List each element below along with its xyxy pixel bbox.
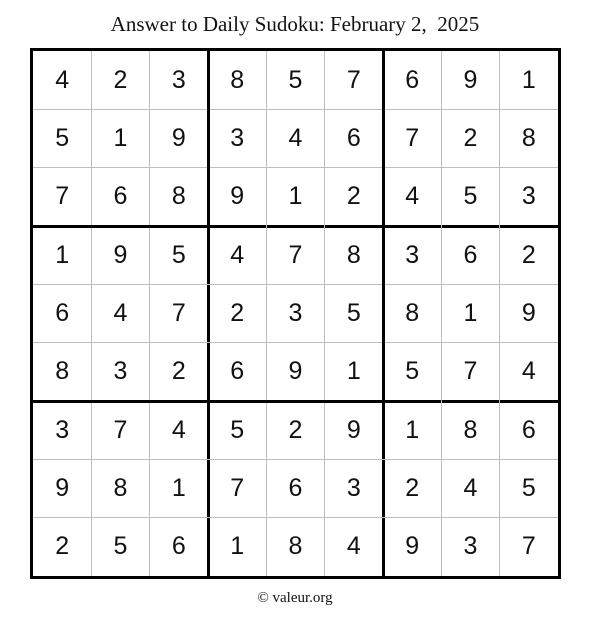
sudoku-cell: 9	[405, 532, 420, 561]
sudoku-cell: 7	[230, 473, 245, 502]
sudoku-cell: 5	[521, 473, 536, 502]
sudoku-cell: 1	[346, 357, 361, 386]
sudoku-cell: 7	[405, 123, 420, 152]
sudoku-cell: 4	[113, 298, 128, 327]
sudoku-board	[30, 48, 561, 579]
sudoku-cell: 2	[113, 65, 128, 94]
sudoku-cell: 6	[405, 65, 420, 94]
sudoku-cell: 1	[405, 415, 420, 444]
page-title: Answer to Daily Sudoku: February 2, 2025	[110, 12, 480, 36]
sudoku-cell: 3	[55, 415, 70, 444]
sudoku-cell: 5	[288, 65, 303, 94]
sudoku-cell: 1	[55, 240, 70, 269]
sudoku-cell: 6	[521, 415, 536, 444]
sudoku-cell: 5	[171, 240, 186, 269]
sudoku-cell: 8	[521, 123, 536, 152]
sudoku-cell: 4	[521, 357, 536, 386]
sudoku-cell: 9	[113, 240, 128, 269]
sudoku-cell: 3	[113, 357, 128, 386]
sudoku-cell: 5	[463, 182, 478, 211]
sudoku-cell: 5	[346, 298, 361, 327]
sudoku-cell: 1	[521, 65, 536, 94]
sudoku-cell: 8	[230, 65, 245, 94]
sudoku-cell: 8	[171, 182, 186, 211]
sudoku-cell: 2	[405, 473, 420, 502]
sudoku-cell: 3	[346, 473, 361, 502]
sudoku-cell: 5	[230, 415, 245, 444]
sudoku-cell: 1	[288, 182, 303, 211]
sudoku-cell: 3	[230, 123, 245, 152]
sudoku-cell: 5	[405, 357, 420, 386]
sudoku-cell: 6	[346, 123, 361, 152]
sudoku-cell: 6	[230, 357, 245, 386]
sudoku-cell: 1	[463, 298, 478, 327]
sudoku-cell: 2	[346, 182, 361, 211]
sudoku-cell: 9	[346, 415, 361, 444]
sudoku-cell: 2	[288, 415, 303, 444]
sudoku-cell: 8	[288, 532, 303, 561]
sudoku-cell: 6	[288, 473, 303, 502]
sudoku-cell: 4	[55, 65, 70, 94]
sudoku-cell: 3	[463, 532, 478, 561]
sudoku-cell: 8	[463, 415, 478, 444]
sudoku-cell: 6	[171, 532, 186, 561]
sudoku-cell: 2	[230, 298, 245, 327]
sudoku-cell: 9	[521, 298, 536, 327]
sudoku-cell: 4	[405, 182, 420, 211]
sudoku-cell: 1	[230, 532, 245, 561]
sudoku-cell: 9	[230, 182, 245, 211]
sudoku-cell: 3	[288, 298, 303, 327]
sudoku-cell: 2	[55, 532, 70, 561]
sudoku-cell: 7	[288, 240, 303, 269]
sudoku-cell: 7	[463, 357, 478, 386]
sudoku-cell: 9	[288, 357, 303, 386]
sudoku-cell: 7	[521, 532, 536, 561]
sudoku-cell: 3	[405, 240, 420, 269]
sudoku-cell: 7	[346, 65, 361, 94]
sudoku-cell: 5	[55, 123, 70, 152]
sudoku-cell: 6	[113, 182, 128, 211]
sudoku-cell: 4	[346, 532, 361, 561]
sudoku-cell: 3	[171, 65, 186, 94]
sudoku-cell: 4	[230, 240, 245, 269]
sudoku-cell: 7	[171, 298, 186, 327]
sudoku-cell: 4	[288, 123, 303, 152]
sudoku-cell: 4	[171, 415, 186, 444]
sudoku-cell: 6	[463, 240, 478, 269]
copyright-footer: © valeur.org	[257, 590, 333, 606]
sudoku-cell: 8	[346, 240, 361, 269]
sudoku-cell: 2	[171, 357, 186, 386]
sudoku-cell: 7	[113, 415, 128, 444]
sudoku-cell: 9	[171, 123, 186, 152]
sudoku-cell: 1	[171, 473, 186, 502]
sudoku-cell: 9	[55, 473, 70, 502]
sudoku-cell: 8	[55, 357, 70, 386]
sudoku-cell: 7	[55, 182, 70, 211]
sudoku-cell: 2	[521, 240, 536, 269]
sudoku-cell: 3	[521, 182, 536, 211]
sudoku-cell: 6	[55, 298, 70, 327]
sudoku-cell: 2	[463, 123, 478, 152]
sudoku-cell: 1	[113, 123, 128, 152]
sudoku-cell: 4	[463, 473, 478, 502]
sudoku-cell: 8	[113, 473, 128, 502]
sudoku-cell: 8	[405, 298, 420, 327]
sudoku-cell: 9	[463, 65, 478, 94]
sudoku-cell: 5	[113, 532, 128, 561]
